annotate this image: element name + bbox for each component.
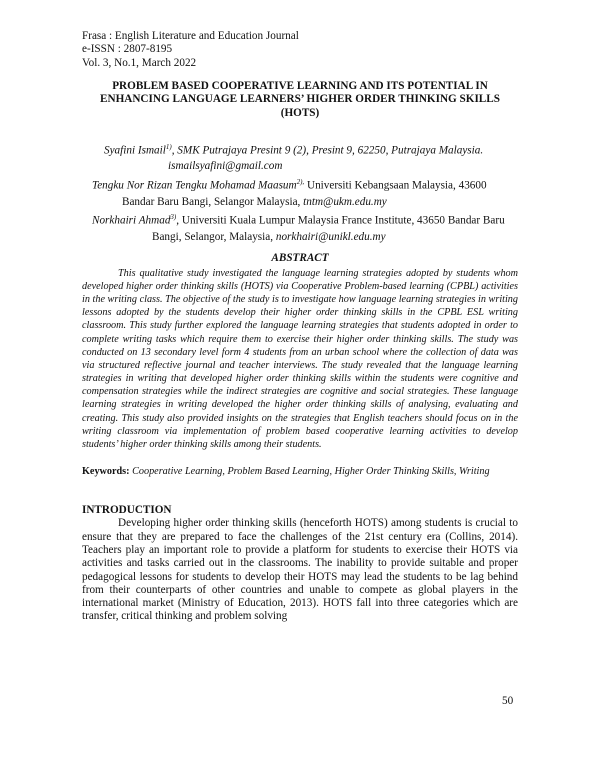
paper-title: PROBLEM BASED COOPERATIVE LEARNING AND ITS POTENTIAL IN ENHANCING LANGUAGE LEARNERS’ HIGHER ORDER THINKING SKILLS (HOTS) xyxy=(100,80,500,119)
journal-header xyxy=(82,30,518,70)
author-2-affiliation-cont xyxy=(82,195,518,211)
author-1 xyxy=(82,140,518,160)
page-number: 50 xyxy=(502,695,514,707)
author-2-sup: 2), xyxy=(296,178,305,187)
author-2 xyxy=(82,175,518,195)
introduction-heading: INTRODUCTION xyxy=(82,504,172,517)
author-3-email: norkhairi@unikl.edu.my xyxy=(275,231,386,244)
journal-volume: Vol. 3, No.1, March 2022 xyxy=(82,56,197,69)
author-3-affiliation-cont xyxy=(82,230,518,246)
author-3-affiliation-2: Bangi, Selangor, Malaysia, xyxy=(152,231,276,244)
abstract-heading: ABSTRACT xyxy=(271,251,329,264)
author-2-affiliation: Universiti Kebangsaan Malaysia, 43600 xyxy=(304,179,487,192)
keywords xyxy=(82,465,518,478)
keywords-text: Cooperative Learning, Problem Based Learning, Higher Order Thinking Skills, Writing xyxy=(132,466,490,477)
introduction-text: Developing higher order thinking skills (henceforth HOTS) among students is crucial to ensure that they are prepared to face the challenges of the 21st century era (Collins, 2014). Teachers play an important role to provide a platform for students to exercise their HOTS via activities and tasks carried out in the classrooms. The inability to provide suitable and proper pedagogical lessons for students to develop their HOTS may lead the students to be lag behind from their counterparts of other countries and unable to compete as global players in the international market (Ministry of Education, 2013). HOTS fall into three categories which are transfer, critical thinking and problem solving xyxy=(82,517,518,623)
journal-issn: e-ISSN : 2807-8195 xyxy=(82,43,173,56)
author-1-name: Syafini Ismail xyxy=(104,144,166,157)
author-2-affiliation-2: Bandar Baru Bangi, Selangor Malaysia, xyxy=(122,195,304,208)
author-2-name: Tengku Nor Rizan Tengku Mohamad Maasum xyxy=(92,179,297,192)
author-list xyxy=(82,140,518,246)
author-1-sup: 1) xyxy=(165,142,172,151)
keywords-label: Keywords: xyxy=(82,466,130,477)
journal-name: Frasa : English Literature and Education Journal xyxy=(82,30,299,42)
abstract-text: This qualitative study investigated the language learning strategies adopted by students whom developed higher order thinking skills (HOTS) via Cooperative Problem-based learning (CPBL) activities in the writing class. The objective of the study is to investigate how language learning strategies in writing lessons adopted by the students develop their higher order thinking skills in the CPBL ESL writing classroom. This study further explored the language learning strategies that students adopted in order to complete writing tasks which require them to exercise their higher order thinking skills. The study was conducted on 13 secondary level form 4 students from an urban school where the collection of data was via structured reflective journal and teacher interviews. The study revealed that the language learning strategies in writing that developed higher order thinking skills within the students were cognitive and compensation strategies while the indirect strategies are cognitive and social strategies. These language learning strategies in writing developed the higher order thinking skills of analysing, evaluating and creating. This study also provided insights on the strategies that English teachers should focus on in the writing classroom via implementation of problem based cooperative learning activities to develop students’ higher order thinking skills among their students. xyxy=(82,267,518,450)
author-1-affiliation: , SMK Putrajaya Presint 9 (2), Presint 9, 62250, Putrajaya Malaysia. xyxy=(171,144,484,157)
author-2-email: tntm@ukm.edu.my xyxy=(303,195,387,208)
author-3-name: Norkhairi Ahmad xyxy=(92,215,171,228)
author-3 xyxy=(82,210,518,230)
author-3-sup: 3) xyxy=(170,213,177,222)
author-1-email: ismailsyafini@gmail.com xyxy=(168,160,283,173)
paper-page xyxy=(82,30,518,624)
author-3-affiliation: , Universiti Kuala Lumpur Malaysia France Institute, 43650 Bandar Baru xyxy=(176,215,505,228)
